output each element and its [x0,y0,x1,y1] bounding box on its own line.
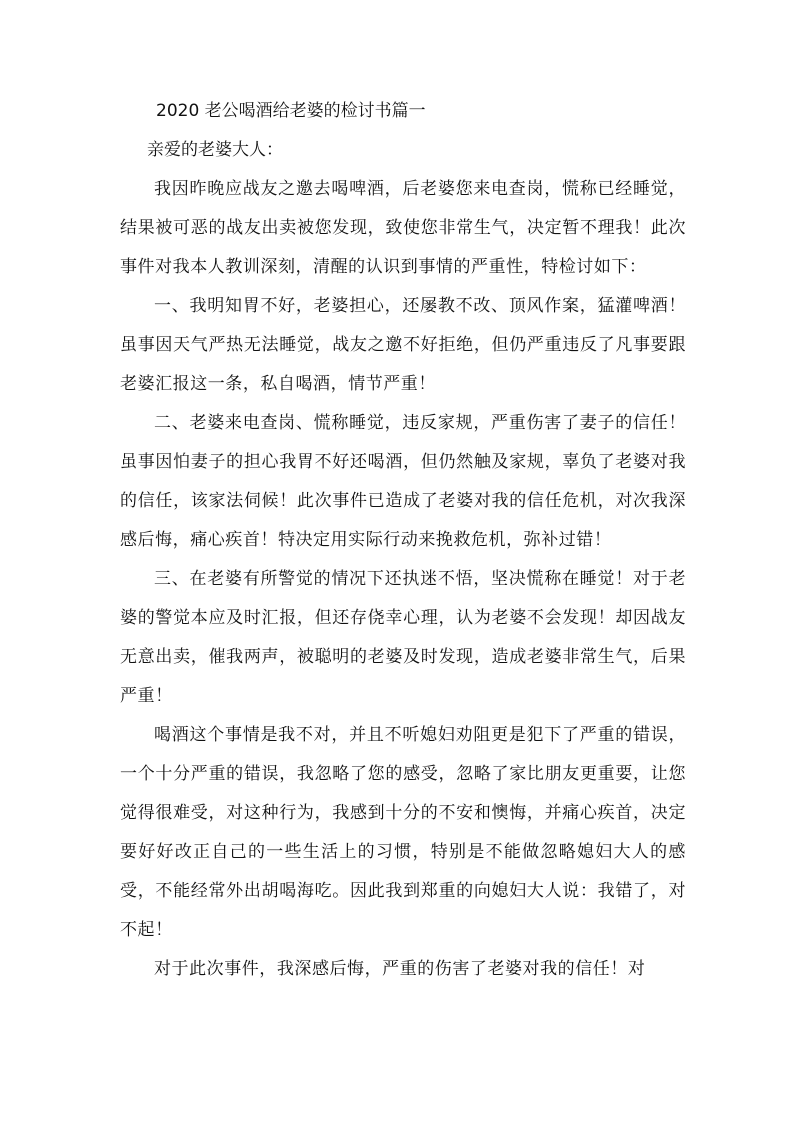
document-body [120,92,686,989]
paragraph-intro: 我因昨晚应战友之邀去喝啤酒，后老婆您来电查岗，慌称已经睡觉，结果被可恶的战友出卖被您发现，致使您非常生气，决定暂不理我！此次事件对我本人教训深刻，清醒的认识到事情的严重性，特检讨如下： [120,179,686,277]
paragraph-point-two: 二、老婆来电查岗、慌称睡觉，违反家规，严重伤害了妻子的信任！虽事因怕妻子的担心我胃不好还喝酒，但仍然触及家规，辜负了老婆对我的信任，该家法伺候！此次事件已造成了老婆对我的信任危机，对次我深感后悔，痛心疾首！特决定用实际行动来挽救危机，弥补过错！ [120,413,686,550]
paragraph-point-one: 一、我明知胃不好，老婆担心，还屡教不改、顶风作案，猛灌啤酒！虽事因天气严热无法睡觉，战友之邀不好拒绝，但仍严重违反了凡事要跟老婆汇报这一条，私自喝酒，情节严重！ [120,296,686,394]
paragraph-closing: 对于此次事件，我深感后悔，严重的伤害了老婆对我的信任！对 [154,959,646,979]
document-title: 2020 老公喝酒给老婆的检讨书篇一 [156,101,426,121]
paragraph-apology: 喝酒这个事情是我不对，并且不听媳妇劝阻更是犯下了严重的错误，一个十分严重的错误，我忽略了您的感受，忽略了家比朋友更重要，让您觉得很难受，对这种行为，我感到十分的不安和懊悔，并痛心疾首，决定要好好改正自己的一些生活上的习惯，特别是不能做忽略媳妇大人的感受，不能经常外出胡喝海吃。因此我到郑重的向媳妇大人说：我错了，对不起！ [120,725,686,940]
paragraph-point-three: 三、在老婆有所警觉的情况下还执迷不悟，坚决慌称在睡觉！对于老婆的警觉本应及时汇报，但还存侥幸心理，认为老婆不会发现！却因战友无意出卖，催我两声，被聪明的老婆及时发现，造成老婆非常生气，后果严重！ [120,569,686,706]
salutation: 亲爱的老婆大人： [147,140,283,160]
